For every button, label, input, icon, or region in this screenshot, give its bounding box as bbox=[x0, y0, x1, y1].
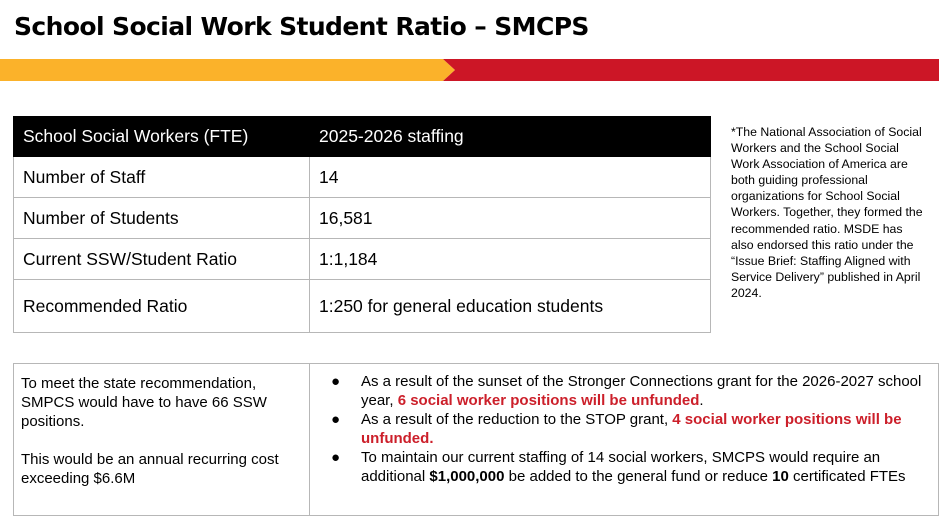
table-row bbox=[14, 198, 711, 239]
funding-impact-list bbox=[310, 372, 932, 486]
state-recommendation-cell bbox=[14, 364, 310, 515]
bullet-text: As a result of the sunset of the Stronger Connections grant for the 2026-2027 school year, bbox=[361, 373, 922, 409]
table-row-label: Current SSW/Student Ratio bbox=[14, 239, 310, 280]
table-row bbox=[14, 239, 711, 280]
table-row bbox=[14, 280, 711, 333]
annual-cost-text: This would be an annual recurring cost exceeding $6.6M bbox=[21, 451, 279, 487]
bullet-icon: ● bbox=[331, 449, 341, 466]
table-header-cell: School Social Workers (FTE) bbox=[14, 117, 310, 157]
bullet-text: . bbox=[699, 392, 704, 409]
table-header-cell: 2025-2026 staffing bbox=[310, 117, 711, 157]
unfunded-highlight: 4 social worker positions will be unfunded. bbox=[361, 411, 902, 447]
table-header-row bbox=[14, 117, 711, 157]
list-item bbox=[310, 448, 932, 486]
staffing-table bbox=[13, 116, 711, 333]
table-row-label: Number of Staff bbox=[14, 157, 310, 198]
ratio-footnote: *The National Association of Social Workers and the School Social Work Association of America are both guiding professional organizations for School Social Workers. Together, they formed the recommended ratio. MSDE has also endorsed this ratio under the “Issue Brief: Staffing Aligned with Service Delivery” published in April 2024. bbox=[731, 125, 923, 300]
table-row-label: Number of Students bbox=[14, 198, 310, 239]
bullet-icon: ● bbox=[331, 373, 341, 390]
table-row-value: 16,581 bbox=[310, 198, 711, 239]
table-row-value: 14 bbox=[310, 157, 711, 198]
bullet-text: certificated FTEs bbox=[788, 468, 906, 485]
unfunded-highlight: 6 social worker positions will be unfunded bbox=[397, 392, 700, 409]
bullet-text: To maintain our current staffing of 14 social workers, SMCPS would require an additional bbox=[361, 449, 881, 485]
table-row-value: 1:1,184 bbox=[310, 239, 711, 280]
bullet-icon: ● bbox=[331, 411, 341, 428]
table-row-label: Recommended Ratio bbox=[14, 280, 310, 333]
list-item bbox=[310, 372, 932, 410]
table-row bbox=[14, 157, 711, 198]
state-recommendation-text: To meet the state recommendation, SMPCS would have to have 66 SSW positions. bbox=[21, 375, 267, 430]
bullet-text: be added to the general fund or reduce bbox=[504, 468, 773, 485]
fte-count: 10 bbox=[772, 468, 789, 485]
list-item bbox=[310, 410, 932, 448]
table-row-value: 1:250 for general education students bbox=[310, 280, 711, 333]
funding-summary-box bbox=[13, 363, 939, 516]
funding-amount: $1,000,000 bbox=[429, 468, 505, 485]
header-color-band bbox=[0, 59, 939, 81]
bullet-text: As a result of the reduction to the STOP grant, bbox=[361, 411, 673, 428]
page-title: School Social Work Student Ratio – SMCPS bbox=[14, 12, 589, 41]
funding-impact-cell bbox=[310, 364, 938, 515]
